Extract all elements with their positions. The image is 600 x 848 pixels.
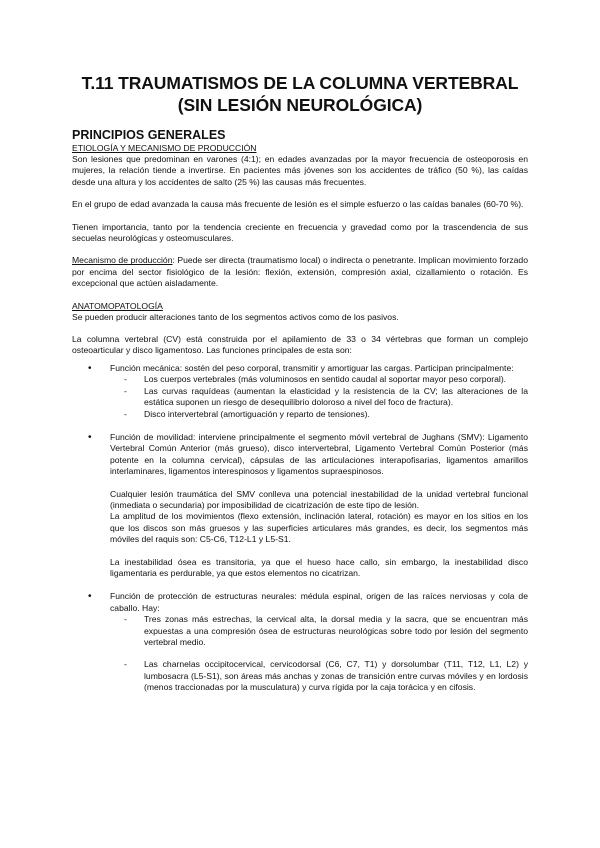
- section-heading: PRINCIPIOS GENERALES: [72, 128, 226, 142]
- list-item: [72, 591, 528, 693]
- etiology-paragraph-3: Tienen importancia, tanto por la tendencia creciente en frecuencia y gravedad como por la trascendencia de sus secuelas neurológicas y osteomusculares.: [72, 221, 528, 244]
- document-title: T.11 TRAUMATISMOS DE LA COLUMNA VERTEBRAL (SIN LESIÓN NEUROLÓGICA): [81, 73, 519, 115]
- list-item: - Disco intervertebral (amortiguación y reparto de tensiones).: [110, 409, 528, 420]
- list-item: - Las charnelas occipitocervical, cervicodorsal (C6, C7, T1) y dorsolumbar (T11, T12, L1, L2) y lumbosacra (L5-S1), son áreas más anchas y zonas de transición entre curvas móviles y en lordosis (menos traccionadas por la musculatura) y curva rígida por la caja torácica y en cifosis.: [110, 659, 528, 693]
- anatomy-paragraph-1: Se pueden producir alteraciones tanto de los segmentos activos como de los pasivos.: [72, 311, 399, 322]
- spacer: [110, 648, 528, 659]
- list-item: [72, 363, 528, 432]
- list-item: [72, 432, 528, 591]
- mechanical-subitems: [110, 374, 528, 420]
- mechanism-paragraph: [72, 255, 528, 289]
- functions-list: [72, 363, 528, 694]
- anatomy-heading: ANATOMOPATOLOGÍA: [72, 300, 163, 311]
- mobility-paragraph-2: La amplitud de los movimientos (flexo extensión, inclinación lateral, rotación) es mayor en los sitios en los que los discos son más gruesos y las superficies articulares más grandes, es decir, los segmentos más móviles del raquis son: C5-C6, T12-L1 y L5-S1.: [110, 511, 528, 545]
- mechanism-text: : Puede ser directa (traumatismo local) o indirecta o penetrante. Implican movimiento forzado por encima del sector fisiológico de la lesión: flexión, extensión, compresión axial, cizallamiento o rotación. Es excepcional que actúen aisladamente.: [72, 255, 528, 289]
- list-item: - Los cuerpos vertebrales (más voluminosos en sentido caudal al soportar mayor peso corporal).: [110, 374, 528, 385]
- etiology-heading: ETIOLOGÍA Y MECANISMO DE PRODUCCIÓN: [72, 143, 257, 153]
- anatomy-paragraph-2: La columna vertebral (CV) está construida por el apilamiento de 33 o 34 vértebras que forman un complejo osteoarticular y disco ligamentoso. Las funciones principales de esta son:: [72, 334, 528, 356]
- protection-subitems: [110, 614, 528, 693]
- function-mechanical: • Función mecánica: sostén del peso corporal, transmitir y amortiguar las cargas. Participan principalmente:: [110, 362, 514, 373]
- list-item: - Tres zonas más estrechas, la cervical alta, la dorsal media y la sacra, que se encuentran más expuestas a una compresión ósea de estructuras neurológicas sobre todo por lesión del segmento vertebral medio.: [110, 614, 528, 648]
- etiology-paragraph-2: En el grupo de edad avanzada la causa más frecuente de lesión es el simple esfuerzo o las caídas banales (60-70 %).: [72, 199, 524, 210]
- mobility-paragraph-3: La inestabilidad ósea es transitoria, ya que el hueso hace callo, sin embargo, la inestabilidad disco ligamentaria es perdurable, ya que estos elementos no cicatrizan.: [110, 556, 528, 578]
- etiology-paragraph-1: Son lesiones que predominan en varones (4:1); en edades avanzadas por la mayor frecuencia de osteoporosis en mujeres, la relación tiende a invertirse. En pacientes más jóvenes son los accidentes de tráfico (50 %), las caídas desde una altura y los accidentes de salto (25 %) las causas más frecuentes.: [72, 154, 528, 187]
- mechanism-label: Mecanismo de producción: [72, 255, 173, 266]
- list-item: - Las curvas raquídeas (aumentan la elasticidad y la resistencia de la CV; las alteraciones de la estática suponen un riesgo de desequilibrio doloroso a nivel del foco de fractura).: [110, 386, 528, 409]
- function-protection: • Función de protección de estructuras neurales: médula espinal, origen de las raíces nerviosas y cola de caballo. Hay:: [110, 591, 528, 613]
- function-mobility: • Función de movilidad: interviene principalmente el segmento móvil vertebral de Jughans (SMV): Ligamento Vertebral Común Anterior (más grueso), disco intervertebral, Ligamento Vertebral Común Posterior (más potente en la columna cervical), cápsulas de las articulaciones interapofisarias, ligamentos amarillos interlaminares, ligamentos interespinosos y ligamentos supraespinosos.: [110, 431, 528, 477]
- mobility-paragraph-1: Cualquier lesión traumática del SMV conlleva una potencial inestabilidad de la unidad vertebral funcional (inmediata o secundaria) por imposibilidad de cicatrización de este tipo de lesión.: [110, 488, 528, 510]
